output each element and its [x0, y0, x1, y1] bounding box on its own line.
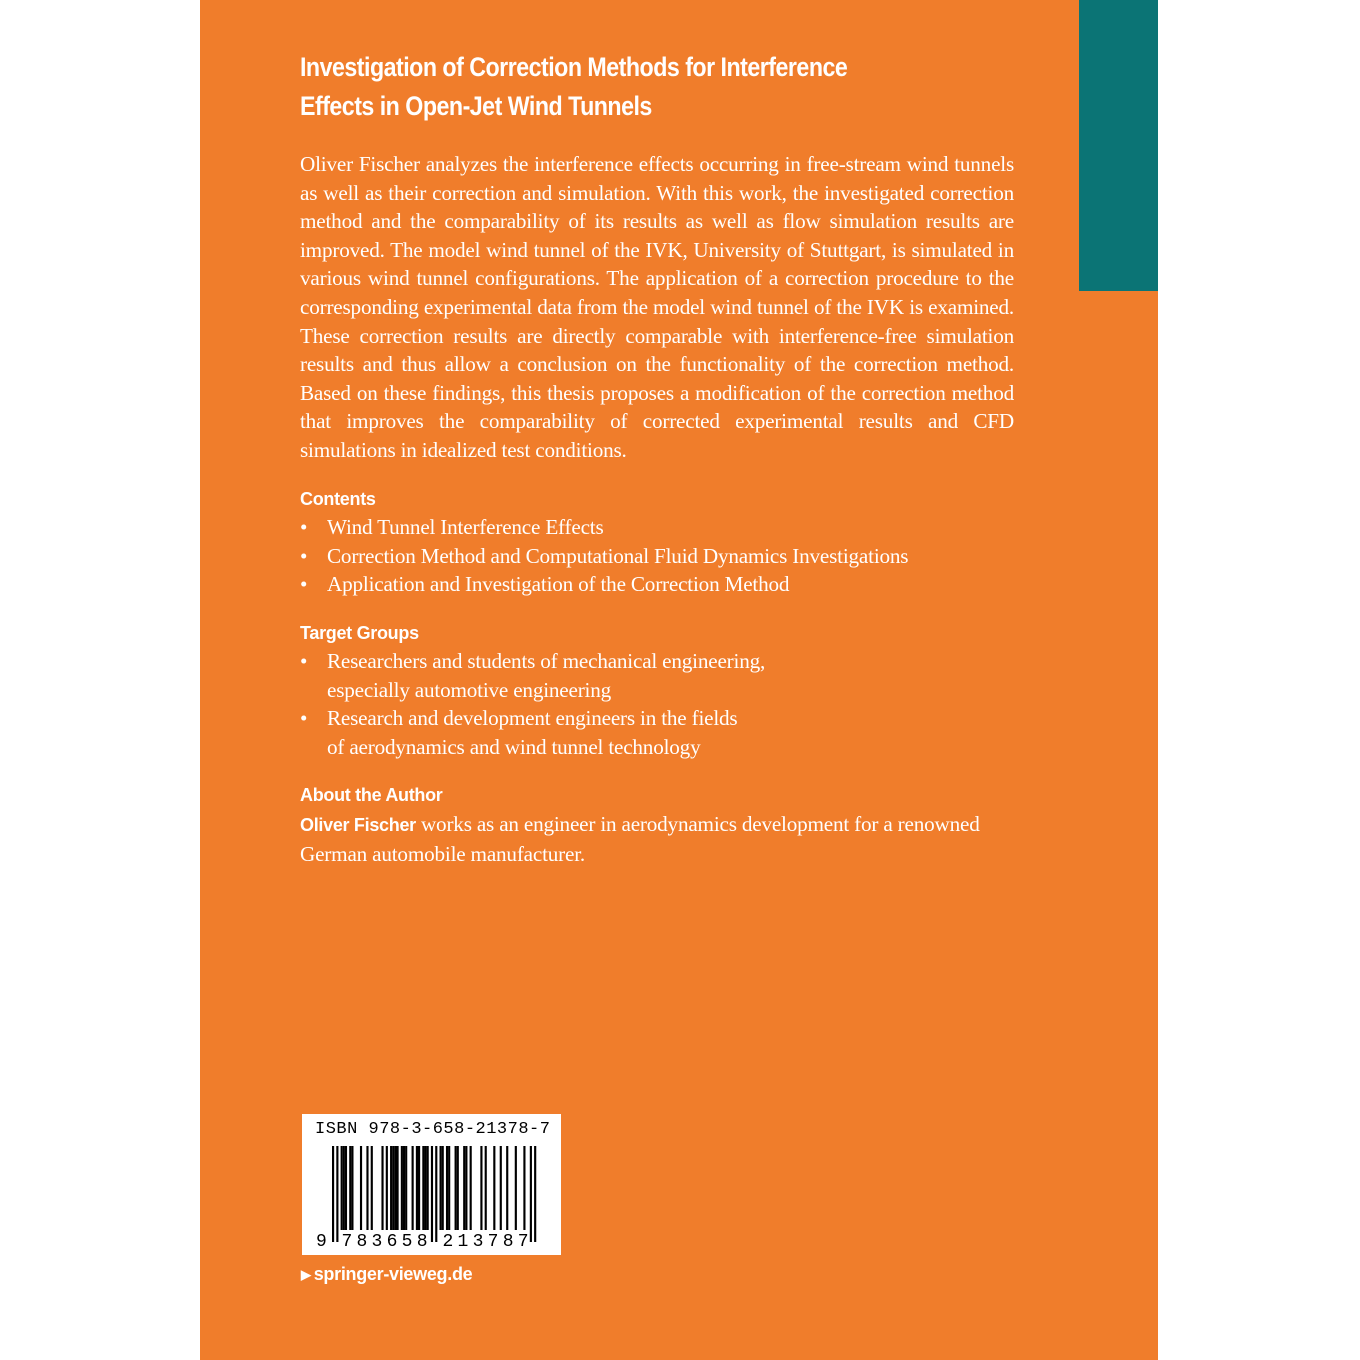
- author-name: Oliver Fischer: [300, 815, 416, 835]
- barcode-bar: [349, 1146, 351, 1230]
- bullet-icon: •: [300, 706, 308, 731]
- barcode-bar: [506, 1146, 508, 1230]
- bullet-icon: •: [300, 649, 308, 673]
- barcode-bar: [442, 1146, 444, 1230]
- ean-digit: 1: [457, 1232, 469, 1252]
- ean-digit: 5: [401, 1232, 413, 1252]
- title-line-2: Effects in Open-Jet Wind Tunnels: [300, 91, 652, 121]
- ean-digit: 9: [316, 1232, 327, 1252]
- bullet-icon: •: [300, 572, 308, 597]
- barcode-bar: [360, 1146, 362, 1230]
- barcode-bar: [422, 1146, 424, 1230]
- bullet-icon: •: [300, 543, 308, 568]
- ean-digit: 8: [416, 1232, 428, 1252]
- barcode-bar: [397, 1146, 399, 1230]
- barcode-bar: [457, 1146, 459, 1230]
- ean-digit: 3: [472, 1232, 484, 1252]
- ean-digit: 8: [502, 1232, 514, 1252]
- barcode-bar: [470, 1146, 472, 1230]
- barcode-bar: [480, 1146, 482, 1230]
- barcode-bar: [530, 1146, 532, 1242]
- barcode-bar: [500, 1146, 502, 1230]
- isbn-label: ISBN 978-3-658-21378-7: [315, 1120, 551, 1139]
- publisher-link[interactable]: [301, 1262, 472, 1288]
- accent-tab: [1079, 0, 1158, 291]
- bullet-icon: •: [300, 515, 308, 539]
- barcode-bar: [465, 1146, 467, 1230]
- barcode-bar: [485, 1146, 487, 1230]
- ean-digit: 6: [386, 1232, 398, 1252]
- barcode-bar: [394, 1146, 396, 1230]
- barcode-bar: [416, 1146, 418, 1230]
- isbn-barcode: [302, 1114, 561, 1255]
- barcode-bar: [386, 1146, 388, 1230]
- ean-digit: 8: [356, 1232, 368, 1252]
- contents-heading: Contents: [300, 489, 376, 509]
- ean-digits: [302, 1232, 561, 1254]
- list-item: • Wind Tunnel Interference Effects: [300, 513, 1040, 542]
- barcode-bar: [534, 1146, 536, 1242]
- barcode-bar: [392, 1146, 394, 1230]
- barcode-bar: [351, 1146, 353, 1230]
- barcode-bar: [427, 1146, 429, 1230]
- barcode-bar: [371, 1146, 373, 1230]
- summary-text: Oliver Fischer analyzes the interference effects occurring in free-stream wind tunnels as well as their correction and simulation. With this work, the investigated correction method and the comparability of its results as well as flow simulation results are improved. The model wind tunnel of the IVK, University of Stuttgart, is simulated in various wind tunnel configurations. The application of a correction procedure to the corresponding experimental data from the model wind tunnel of the IVK is examined. These correction results are directly comparable with interference-free simulation results and thus allow a conclusion on the functionality of the correction method. Based on these findings, this thesis proposes a modification of the correction method that improves the comparability of corrected experimental results and CFD simulations in idealized test conditions.: [300, 152, 1014, 462]
- barcode-bar: [448, 1146, 450, 1230]
- barcode-bar: [431, 1146, 433, 1242]
- barcode-bar: [515, 1146, 517, 1230]
- barcode-bar: [345, 1146, 347, 1230]
- barcode-bar: [435, 1146, 437, 1242]
- barcode-bar: [493, 1146, 495, 1230]
- list-item: • Researchers and students of mechanical engineering, especially automotive engineering: [300, 649, 766, 702]
- list-item: • Research and development engineers in the fields of aerodynamics and wind tunnel technology: [300, 706, 738, 759]
- barcode-bar: [424, 1146, 426, 1230]
- barcode-bar: [418, 1146, 420, 1230]
- barcode-bar: [401, 1146, 403, 1230]
- barcode-bar: [366, 1146, 368, 1230]
- ean-digit: 7: [487, 1232, 499, 1252]
- barcode-bar: [455, 1146, 457, 1230]
- barcode-bar: [463, 1146, 465, 1230]
- barcode-bar: [446, 1146, 448, 1230]
- book-title: [300, 48, 902, 126]
- barcode-bar: [343, 1146, 345, 1230]
- about-author-heading: About the Author: [300, 785, 443, 805]
- barcode-bar: [332, 1146, 334, 1242]
- barcode-bar: [405, 1146, 407, 1230]
- barcode-bar: [403, 1146, 405, 1230]
- barcode-bar: [381, 1146, 383, 1230]
- publisher-url: springer-vieweg.de: [313, 1264, 473, 1284]
- barcode-bar: [336, 1146, 338, 1242]
- barcode-bar: [341, 1146, 343, 1230]
- triangle-right-icon: ▶: [301, 1267, 311, 1282]
- list-item: • Application and Investigation of the Correction Method: [300, 570, 1040, 599]
- ean-digit: 3: [371, 1232, 383, 1252]
- title-line-1: Investigation of Correction Methods for Interference: [300, 52, 848, 82]
- ean-digit: 2: [442, 1232, 454, 1252]
- ean-digit: 7: [517, 1232, 529, 1252]
- list-item: • Correction Method and Computational Fluid Dynamics Investigations: [300, 542, 1040, 571]
- target-groups-heading: Target Groups: [300, 623, 419, 643]
- barcode-bar: [390, 1146, 392, 1230]
- author-bio: works as an engineer in aerodynamics development for a renowned German automobile manufacturer.: [300, 812, 980, 866]
- contents-list: [300, 513, 1040, 599]
- barcode-bar: [440, 1146, 442, 1230]
- barcode-bar: [523, 1146, 525, 1230]
- barcode-bar: [412, 1146, 414, 1230]
- about-author-text: [300, 810, 1020, 868]
- target-groups-list: [300, 647, 1040, 761]
- ean-digit: 7: [341, 1232, 353, 1252]
